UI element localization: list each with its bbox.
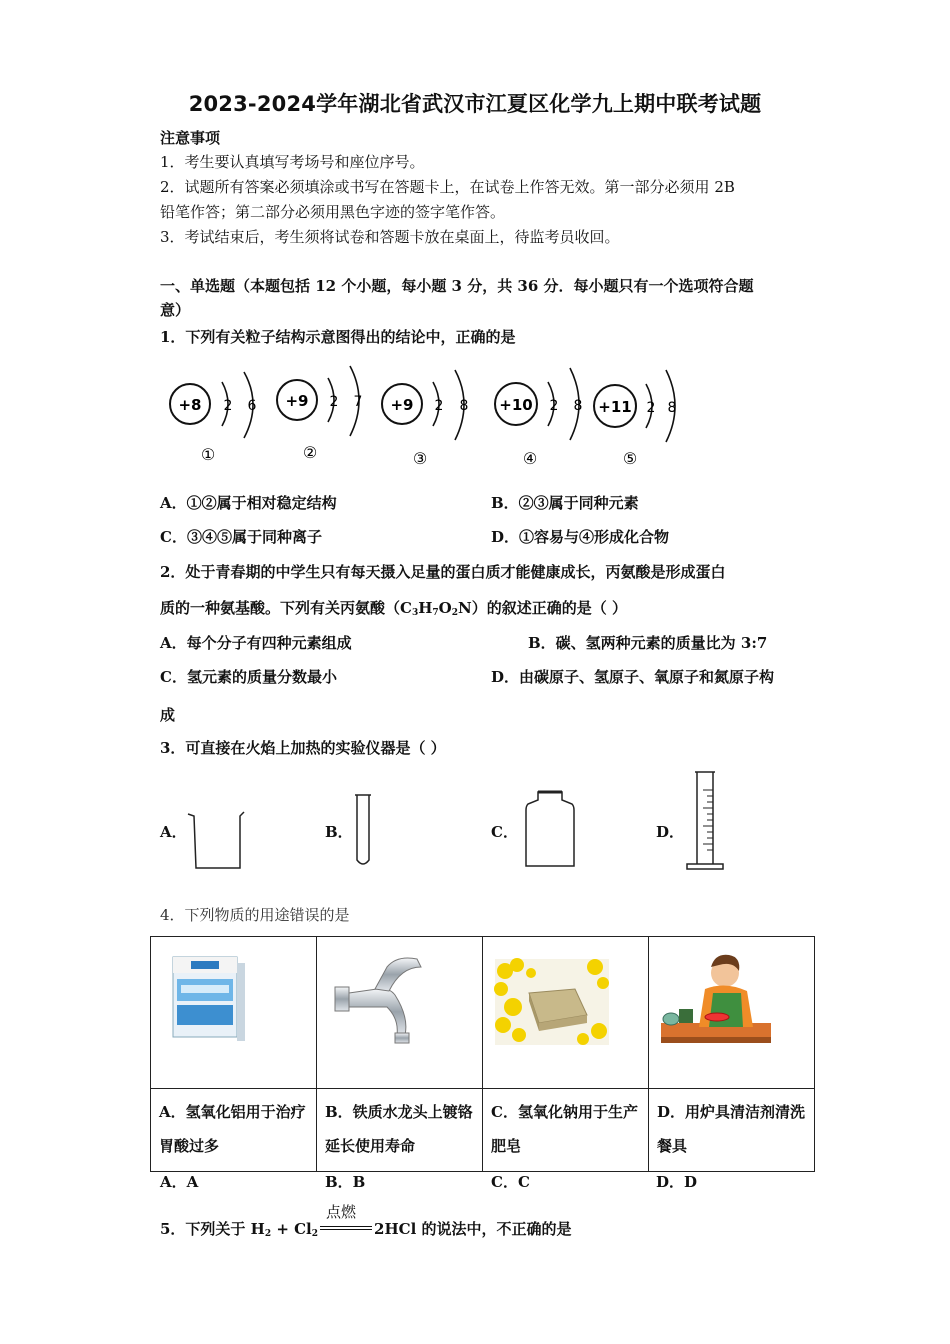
reagent-bottle-icon: [522, 790, 578, 870]
q4-option-table: [150, 936, 815, 1172]
atom-3-shell-2: 8: [459, 398, 469, 414]
q2-text-post: N）的叙述正确的是（ ）: [458, 599, 627, 617]
faucet-image: [317, 937, 482, 1084]
atom-2-shell-2: 7: [353, 394, 363, 410]
q5-sub-h: 2: [264, 1229, 272, 1239]
atom-3-nucleus: +9: [390, 396, 414, 414]
reaction-condition-arrow: [318, 1203, 374, 1239]
q2-option-b: B．碳、氢两种元素的质量比为 3:7: [528, 634, 768, 652]
q2-h: H: [418, 599, 433, 617]
notice-item-1: 1．考生要认真填写考场号和座位序号。: [160, 153, 425, 171]
atom-diagram-3: [382, 370, 468, 468]
q1-option-c: C．③④⑤属于同种离子: [160, 528, 322, 546]
q4-image-cell-d: [649, 937, 815, 1089]
atom-1-shell-2: 6: [247, 398, 257, 414]
q2-o: O: [438, 599, 452, 617]
notice-item-2-line-2: 铅笔作答；第二部分必须用黑色字迹的签字笔作答。: [160, 203, 506, 221]
atom-2-shell-1: 2: [329, 394, 339, 410]
q2-sub-2: 2: [451, 608, 459, 618]
page-title: 2023-2024学年湖北省武汉市江夏区化学九上期中联考试题: [188, 92, 762, 116]
atom-5-nucleus: +11: [598, 398, 632, 416]
atom-1-nucleus: +8: [178, 396, 202, 414]
atom-2-nucleus: +9: [285, 392, 309, 410]
q2-text-pre: 质的一种氨基酸。下列有关丙氨酸（C: [160, 599, 412, 617]
beaker-icon: [186, 810, 246, 872]
person-washing-dishes-image: [649, 937, 814, 1084]
q3-option-a: A．: [160, 823, 187, 841]
atom-4-nucleus: +10: [499, 396, 533, 414]
test-tube-icon: [352, 792, 374, 870]
particle-structure-diagrams: [160, 360, 690, 472]
q2-sub-3: 3: [411, 608, 419, 618]
q5-sub-cl: 2: [311, 1229, 319, 1239]
section-heading-line-2: 意）: [160, 301, 191, 319]
q4-text-cell-a: A．氢氧化铝用于治疗胃酸过多: [151, 1089, 317, 1172]
reaction-condition: 点燃: [326, 1203, 357, 1221]
atom-diagram-2: [277, 366, 362, 462]
q2-option-a: A．每个分子有四种元素组成: [160, 634, 352, 652]
q4-text-cell-d: D．用炉具清洁剂清洗餐具: [649, 1089, 815, 1172]
graduated-cylinder-icon: [685, 770, 725, 872]
q5-text-pre: 5．下列关于 H: [160, 1220, 265, 1238]
q5-text-post: 2HCl 的说法中，不正确的是: [374, 1220, 572, 1238]
question-5-stem: [160, 1203, 572, 1244]
q3-option-b: B．: [325, 823, 353, 841]
notice-heading: 注意事项: [160, 129, 221, 147]
q4-image-cell-b: [317, 937, 483, 1089]
q2-option-c: C．氢元素的质量分数最小: [160, 668, 337, 686]
question-3-stem: 3．可直接在火焰上加热的实验仪器是（ ）: [160, 739, 446, 757]
atom-3-shell-1: 2: [434, 398, 444, 414]
atom-diagram-5: [594, 370, 676, 468]
q1-option-d: D．①容易与④形成化合物: [491, 528, 670, 546]
q3-option-c: C．: [491, 823, 518, 841]
atom-2-label: ②: [302, 443, 318, 462]
atom-1-shell-1: 2: [223, 398, 233, 414]
atom-4-shell-1: 2: [549, 398, 559, 414]
soap-image: [483, 937, 648, 1084]
q4-image-cell-a: [151, 937, 317, 1089]
atom-diagram-4: [495, 368, 582, 468]
question-2-line-1: 2．处于青春期的中学生只有每天摄入足量的蛋白质才能健康成长，丙氨酸是形成蛋白: [160, 563, 726, 581]
q4-option-d: D．D: [656, 1173, 698, 1191]
q2-sub-7: 7: [432, 608, 439, 618]
q4-text-cell-b: B．铁质水龙头上镀铬延长使用寿命: [317, 1089, 483, 1172]
atom-5-shell-1: 2: [646, 400, 656, 416]
q2-option-d-continued: 成: [160, 706, 176, 724]
question-2-line-2: [160, 598, 627, 623]
q3-option-d: D．: [656, 823, 685, 841]
q4-image-cell-c: [483, 937, 649, 1089]
section-heading-line-1: 一、单选题（本题包括 12 个小题，每小题 3 分，共 36 分．每小题只有一个选项符合题: [160, 277, 754, 295]
antacid-box-image: [151, 937, 316, 1084]
atom-4-label: ④: [522, 449, 538, 468]
atom-5-label: ⑤: [622, 449, 638, 468]
q4-option-a: A．A: [160, 1173, 199, 1191]
q1-option-a: A．①②属于相对稳定结构: [160, 494, 337, 512]
q1-option-b: B．②③属于同种元素: [491, 494, 639, 512]
question-1-stem: 1．下列有关粒子结构示意图得出的结论中，正确的是: [160, 328, 516, 346]
q2-option-d: D．由碳原子、氢原子、氧原子和氮原子构: [491, 668, 775, 686]
atom-3-label: ③: [412, 449, 428, 468]
question-4-stem: 4．下列物质的用途错误的是: [160, 906, 350, 924]
atom-diagram-1: [170, 372, 257, 464]
notice-item-2-line-1: 2．试题所有答案必须填涂或书写在答题卡上，在试卷上作答无效。第一部分必须用 2B: [160, 178, 735, 196]
atom-1-label: ①: [200, 445, 216, 464]
atom-4-shell-2: 8: [573, 398, 583, 414]
q4-option-c: C．C: [491, 1173, 530, 1191]
atom-5-shell-2: 8: [667, 400, 677, 416]
q4-text-cell-c: C．氢氧化钠用于生产肥皂: [483, 1089, 649, 1172]
q4-option-b: B．B: [325, 1173, 366, 1191]
notice-item-3: 3．考试结束后，考生须将试卷和答题卡放在桌面上，待监考员收回。: [160, 228, 620, 246]
q5-plus-cl: + Cl: [271, 1220, 312, 1238]
